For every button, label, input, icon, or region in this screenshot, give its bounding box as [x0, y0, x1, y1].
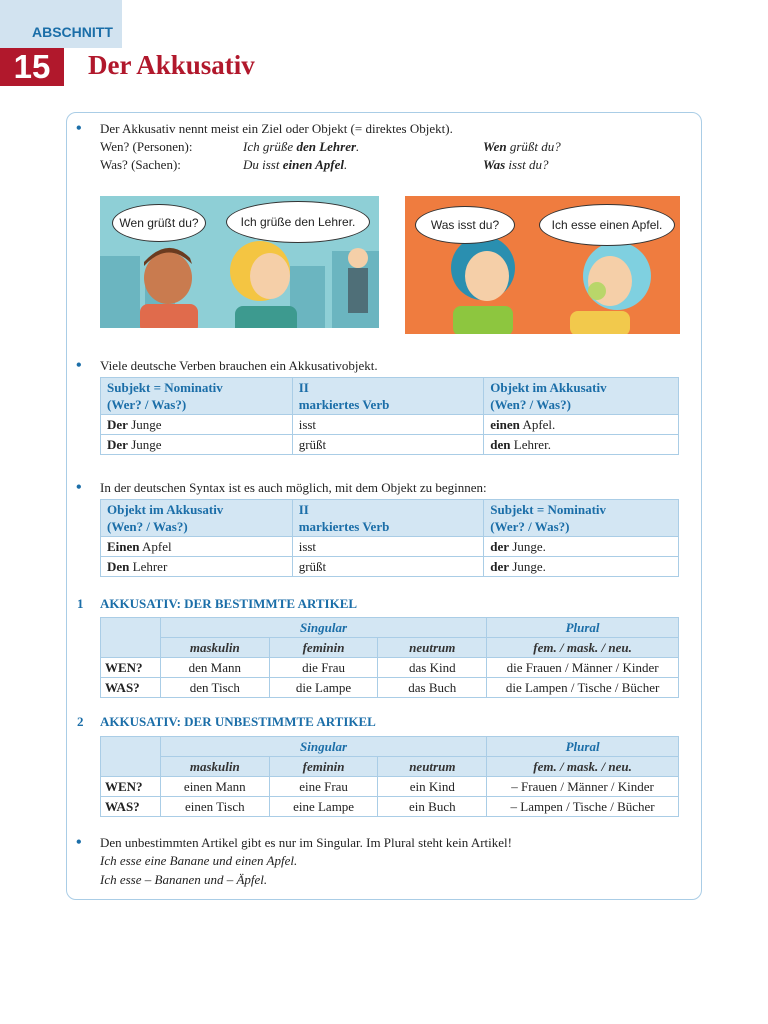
block2-intro: Viele deutsche Verben brauchen ein Akkusativobjekt. — [100, 358, 378, 373]
table-header-cell: Objekt im Akkusativ (Wen? / Was?) — [101, 500, 293, 537]
singular-header: Singular — [160, 737, 486, 757]
section-label-box — [0, 0, 122, 48]
bullet-icon: • — [76, 120, 82, 137]
column-header: feminin — [269, 638, 378, 658]
column-header: neutrum — [378, 757, 487, 777]
table-header-cell: Subjekt = Nominativ (Wer? / Was?) — [101, 378, 293, 415]
intro-question-things: Was? (Sachen): — [100, 157, 181, 172]
plural-header: Plural — [487, 737, 679, 757]
speech-bubble: Was isst du? — [415, 206, 515, 244]
object-first-table — [100, 499, 679, 577]
section1-title: AKKUSATIV: DER BESTIMMTE ARTIKEL — [100, 596, 358, 611]
table-header-cell: II markiertes Verb — [292, 500, 484, 537]
plural-header: Plural — [487, 618, 679, 638]
section2-title: AKKUSATIV: DER UNBESTIMMTE ARTIKEL — [100, 714, 376, 729]
word-order-table — [100, 377, 679, 455]
note-example-singular: Ich esse eine Banane und einen Apfel. — [100, 853, 298, 868]
speech-bubble: Wen grüßt du? — [112, 204, 206, 242]
intro-example-persons: Ich grüße den Lehrer. — [243, 139, 360, 154]
table-row: WEN? einen Mann eine Frau ein Kind – Frauen / Männer / Kinder — [101, 777, 679, 797]
column-header: feminin — [269, 757, 378, 777]
table-row: WEN? den Mann die Frau das Kind die Frauen / Männer / Kinder — [101, 658, 679, 678]
speech-bubble: Ich esse einen Apfel. — [539, 204, 675, 246]
table-header-cell: Objekt im Akkusativ (Wen? / Was?) — [484, 378, 679, 415]
table-row: Den Lehrer grüßt der Junge. — [101, 557, 679, 577]
intro-question-persons: Wen? (Personen): — [100, 139, 193, 154]
bullet-icon: • — [76, 834, 82, 851]
table-header-row — [101, 378, 679, 415]
table-row: WAS? einen Tisch eine Lampe ein Buch – Lampen / Tische / Bücher — [101, 797, 679, 817]
table-row: Einen Apfel isst der Junge. — [101, 537, 679, 557]
singular-header: Singular — [160, 618, 486, 638]
intro-ask-persons: Wen grüßt du? — [483, 139, 561, 154]
chapter-title: Der Akkusativ — [88, 50, 255, 80]
section2-number: 2 — [77, 714, 84, 729]
table-header-cell: II markiertes Verb — [292, 378, 484, 415]
section1-number: 1 — [77, 596, 84, 611]
table-row: WAS? den Tisch die Lampe das Buch die Lampen / Tische / Bücher — [101, 678, 679, 698]
column-header: fem. / mask. / neu. — [487, 638, 679, 658]
table-header-row — [101, 500, 679, 537]
table-row: Der Junge grüßt den Lehrer. — [101, 435, 679, 455]
table-header-cell: Subjekt = Nominativ (Wer? / Was?) — [484, 500, 679, 537]
bullet-icon: • — [76, 479, 82, 496]
chapter-number: 15 — [0, 48, 64, 86]
note-line: Den unbestimmten Artikel gibt es nur im Singular. Im Plural steht kein Artikel! — [100, 835, 512, 850]
bullet-icon: • — [76, 357, 82, 374]
note-example-plural: Ich esse – Bananen und – Äpfel. — [100, 872, 268, 887]
intro-example-things: Du isst einen Apfel. — [243, 157, 348, 172]
section-label: ABSCHNITT — [32, 24, 113, 40]
intro-line: Der Akkusativ nennt meist ein Ziel oder Objekt (= direktes Objekt). — [100, 121, 453, 136]
column-header: fem. / mask. / neu. — [487, 757, 679, 777]
table-row: Der Junge isst einen Apfel. — [101, 415, 679, 435]
block3-intro: In der deutschen Syntax ist es auch möglich, mit dem Objekt zu beginnen: — [100, 480, 487, 495]
comic-eating — [405, 196, 680, 334]
definite-article-table — [100, 617, 679, 698]
indefinite-article-table — [100, 736, 679, 817]
intro-ask-things: Was isst du? — [483, 157, 549, 172]
column-header: maskulin — [160, 638, 269, 658]
comic-greeting — [100, 196, 379, 328]
column-header: neutrum — [378, 638, 487, 658]
column-header: maskulin — [160, 757, 269, 777]
speech-bubble: Ich grüße den Lehrer. — [226, 201, 370, 243]
